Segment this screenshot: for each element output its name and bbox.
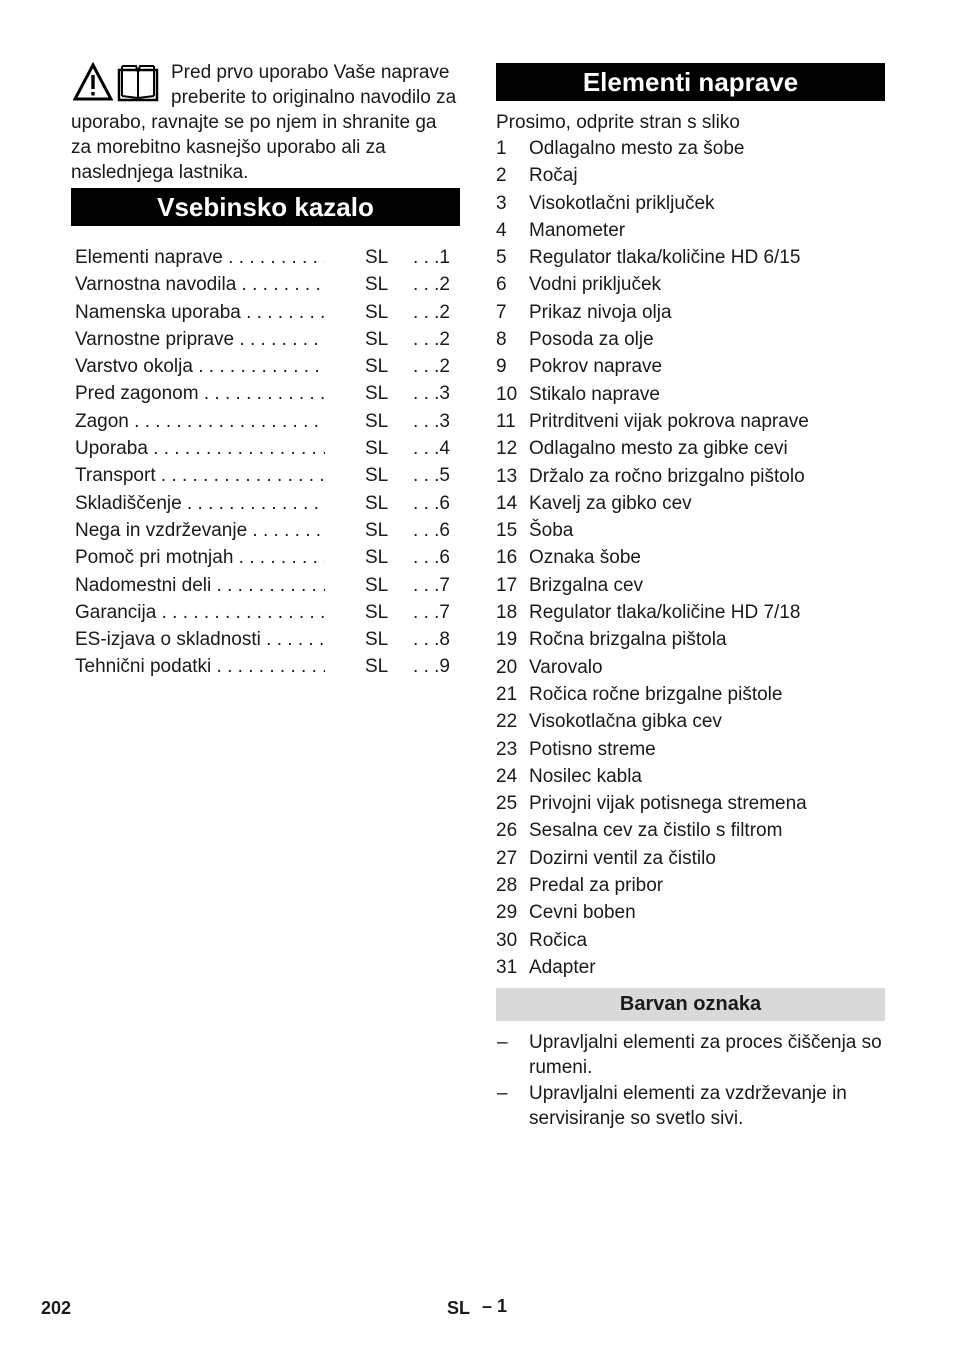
footer-language: SL	[447, 1298, 471, 1318]
part-number: 26	[496, 820, 518, 842]
toc-entry[interactable]	[75, 653, 460, 680]
toc-entry-title: Garancija . . .	[75, 599, 325, 626]
toc-entry-title: Varstvo okolja . . .	[75, 353, 325, 380]
toc-entry-page: . . . 2	[410, 299, 450, 326]
part-number: 6	[496, 274, 507, 296]
part-label: Visokotlačni priključek	[529, 192, 715, 214]
bullet-dash: –	[497, 1083, 508, 1104]
toc-entry-page: . . . 5	[410, 462, 450, 489]
part-item	[496, 517, 886, 544]
toc-entry[interactable]	[75, 490, 460, 517]
part-label: Odlagalno mesto za šobe	[529, 138, 745, 159]
toc-entry[interactable]	[75, 244, 460, 271]
part-item	[496, 763, 886, 790]
toc-entry-page: . . . 2	[410, 326, 450, 353]
part-item	[496, 244, 886, 271]
toc-entry-lang: SL	[365, 438, 389, 460]
toc-entry-lang: SL	[365, 547, 389, 569]
part-label: Regulator tlaka/količine HD 7/18	[529, 602, 801, 624]
toc-entry-lang: SL	[365, 492, 389, 514]
toc-entry-page: . . . 7	[410, 572, 450, 599]
toc-entry-page: . . . 3	[410, 380, 450, 407]
toc-entry[interactable]	[75, 408, 460, 435]
part-label: Privojni vijak potisnega stremena	[529, 793, 807, 815]
toc-entry-lang: SL	[365, 629, 389, 651]
part-item	[496, 544, 886, 571]
part-item	[496, 381, 886, 408]
part-number: 18	[496, 602, 518, 624]
toc-heading: Vsebinsko kazalo	[71, 188, 460, 226]
toc-entry-lang: SL	[365, 356, 389, 378]
part-number: 27	[496, 847, 518, 869]
part-number: 14	[496, 492, 518, 514]
intro-icons	[73, 62, 163, 106]
elements-intro: Prosimo, odprite stran s sliko	[496, 112, 740, 133]
part-label: Posoda za olje	[529, 329, 654, 351]
part-number: 21	[496, 683, 518, 705]
part-label: Oznaka šobe	[529, 547, 641, 569]
part-label: Ročica ročne brizgalne pištole	[529, 683, 783, 705]
part-number: 9	[496, 356, 507, 378]
toc-entry-lang: SL	[365, 519, 389, 541]
toc-entry-page: . . . 6	[410, 517, 450, 544]
part-item	[496, 626, 886, 653]
toc-entry-title: Nega in vzdrževanje . . .	[75, 517, 325, 544]
part-item	[496, 217, 886, 244]
part-number: 20	[496, 656, 518, 678]
toc-entry-lang: SL	[365, 656, 389, 678]
part-item	[496, 599, 886, 626]
part-number: 19	[496, 629, 518, 651]
toc-entry-lang: SL	[365, 328, 389, 350]
toc-entry-title: Zagon . . .	[75, 408, 325, 435]
toc-entry[interactable]	[75, 435, 460, 462]
part-number: 10	[496, 383, 518, 405]
toc-entry[interactable]	[75, 599, 460, 626]
part-number: 23	[496, 738, 518, 760]
color-marking-list	[496, 1030, 886, 1132]
toc-entry-title: ES-izjava o skladnosti . . .	[75, 626, 325, 653]
warning-triangle-icon	[73, 62, 113, 102]
part-item	[496, 708, 886, 735]
bullet-item	[496, 1081, 886, 1131]
part-item	[496, 463, 886, 490]
intro-text: Pred prvo uporabo Vaše naprave preberite to originalno navodilo za uporabo, ravnajte se po njem in shranite ga za morebitno kasnejšo uporabo ali za naslednjega lastnika.	[71, 62, 457, 183]
part-item	[496, 162, 886, 189]
part-label: Kavelj za gibko cev	[529, 492, 692, 514]
toc-entry-title: Pomoč pri motnjah . . .	[75, 544, 325, 571]
part-item	[496, 872, 886, 899]
part-label: Nosilec kabla	[529, 765, 642, 787]
part-number: 31	[496, 956, 518, 978]
color-marking-heading: Barvan oznaka	[496, 988, 885, 1021]
toc-entry-title: Uporaba . . .	[75, 435, 325, 462]
toc-entry-page: . . . 2	[410, 271, 450, 298]
part-number: 11	[496, 410, 516, 432]
part-label: Regulator tlaka/količine HD 6/15	[529, 247, 801, 269]
part-item	[496, 408, 886, 435]
part-item	[496, 435, 886, 462]
toc-entry[interactable]	[75, 544, 460, 571]
toc-entry-lang: SL	[365, 247, 389, 268]
toc-entry[interactable]	[75, 299, 460, 326]
part-label: Visokotlačna gibka cev	[529, 711, 722, 733]
part-label: Cevni boben	[529, 902, 636, 924]
toc-entry-page: . . . 9	[410, 653, 450, 680]
part-label: Stikalo naprave	[529, 383, 660, 405]
toc-entry-page: . . . 7	[410, 599, 450, 626]
part-label: Sesalna cev za čistilo s filtrom	[529, 820, 783, 842]
part-number: 12	[496, 438, 518, 460]
bullet-text: Upravljalni elementi za vzdrževanje in servisiranje so svetlo sivi.	[529, 1083, 847, 1129]
part-item	[496, 817, 886, 844]
part-item	[496, 954, 886, 981]
part-item	[496, 490, 886, 517]
toc-entry-title: Nadomestni deli . . .	[75, 572, 325, 599]
part-label: Potisno streme	[529, 738, 656, 760]
part-number: 25	[496, 793, 518, 815]
toc-entry[interactable]	[75, 626, 460, 653]
part-number: 29	[496, 902, 518, 924]
toc-entry-page: . . . 1	[410, 244, 450, 271]
part-item	[496, 353, 886, 380]
elements-heading: Elementi naprave	[496, 63, 885, 101]
part-number: 24	[496, 765, 518, 787]
part-number: 5	[496, 247, 507, 269]
part-number: 1	[496, 138, 507, 159]
table-of-contents	[75, 244, 460, 681]
toc-entry[interactable]	[75, 462, 460, 489]
part-number: 2	[496, 165, 507, 187]
part-label: Šoba	[529, 520, 574, 542]
toc-entry[interactable]	[75, 380, 460, 407]
toc-entry-title: Skladiščenje . . .	[75, 490, 325, 517]
part-number: 4	[496, 219, 507, 241]
part-label: Brizgalna cev	[529, 574, 644, 596]
part-item	[496, 572, 886, 599]
part-label: Prikaz nivoja olja	[529, 301, 672, 323]
toc-entry-title: Tehnični podatki . . .	[75, 653, 325, 680]
toc-entry-lang: SL	[365, 465, 389, 487]
toc-entry-title: Pred zagonom . . .	[75, 380, 325, 407]
part-item	[496, 326, 886, 353]
part-item	[496, 299, 886, 326]
toc-entry-title: Varnostne priprave . . .	[75, 326, 325, 353]
toc-entry-lang: SL	[365, 301, 389, 323]
part-item	[496, 135, 886, 162]
part-item	[496, 190, 886, 217]
footer-section-page: – 1	[482, 1296, 508, 1316]
part-label: Ročaj	[529, 165, 578, 187]
part-label: Držalo za ročno brizgalno pištolo	[529, 465, 805, 487]
toc-entry-page: . . . 2	[410, 353, 450, 380]
part-label: Vodni priključek	[529, 274, 662, 296]
part-number: 13	[496, 465, 518, 487]
part-number: 28	[496, 875, 518, 897]
part-number: 8	[496, 329, 507, 351]
toc-entry-page: . . . 6	[410, 490, 450, 517]
part-item	[496, 271, 886, 298]
toc-entry[interactable]	[75, 271, 460, 298]
part-item	[496, 927, 886, 954]
toc-entry[interactable]	[75, 517, 460, 544]
part-label: Dozirni ventil za čistilo	[529, 847, 716, 869]
bullet-text: Upravljalni elementi za proces čiščenja so rumeni.	[529, 1032, 882, 1078]
toc-entry-lang: SL	[365, 274, 389, 296]
part-label: Odlagalno mesto za gibke cevi	[529, 438, 788, 460]
part-number: 15	[496, 520, 518, 542]
manual-book-icon	[117, 62, 159, 102]
part-label: Ročica	[529, 929, 588, 951]
toc-entry-page: . . . 8	[410, 626, 450, 653]
toc-entry-title: Namenska uporaba . . .	[75, 299, 325, 326]
toc-entry[interactable]	[75, 326, 460, 353]
part-number: 3	[496, 192, 507, 214]
toc-entry-lang: SL	[365, 383, 389, 405]
toc-entry-lang: SL	[365, 410, 389, 432]
toc-entry-page: . . . 6	[410, 544, 450, 571]
parts-list	[496, 135, 886, 981]
toc-entry-title: Transport . . .	[75, 462, 325, 489]
part-item	[496, 681, 886, 708]
bullet-dash: –	[497, 1032, 508, 1053]
part-label: Pokrov naprave	[529, 356, 663, 378]
toc-entry-page: . . . 3	[410, 408, 450, 435]
part-number: 7	[496, 301, 507, 323]
part-label: Adapter	[529, 956, 596, 978]
bullet-item	[496, 1030, 886, 1080]
part-number: 16	[496, 547, 518, 569]
toc-entry-page: . . . 4	[410, 435, 450, 462]
part-label: Manometer	[529, 219, 626, 241]
part-item	[496, 845, 886, 872]
toc-entry-lang: SL	[365, 574, 389, 596]
toc-entry-lang: SL	[365, 601, 389, 623]
intro-notice	[71, 60, 461, 185]
part-label: Predal za pribor	[529, 875, 664, 897]
toc-entry-title: Elementi naprave . . .	[75, 244, 325, 271]
toc-entry[interactable]	[75, 572, 460, 599]
toc-entry-title: Varnostna navodila . . .	[75, 271, 325, 298]
part-item	[496, 654, 886, 681]
part-label: Ročna brizgalna pištola	[529, 629, 727, 651]
part-item	[496, 736, 886, 763]
toc-entry[interactable]	[75, 353, 460, 380]
footer-page-number: 202	[41, 1298, 72, 1318]
part-item	[496, 899, 886, 926]
part-number: 22	[496, 711, 518, 733]
part-number: 30	[496, 929, 518, 951]
part-item	[496, 790, 886, 817]
part-label: Varovalo	[529, 656, 603, 678]
part-label: Pritrditveni vijak pokrova naprave	[529, 410, 809, 432]
part-number: 17	[496, 574, 518, 596]
